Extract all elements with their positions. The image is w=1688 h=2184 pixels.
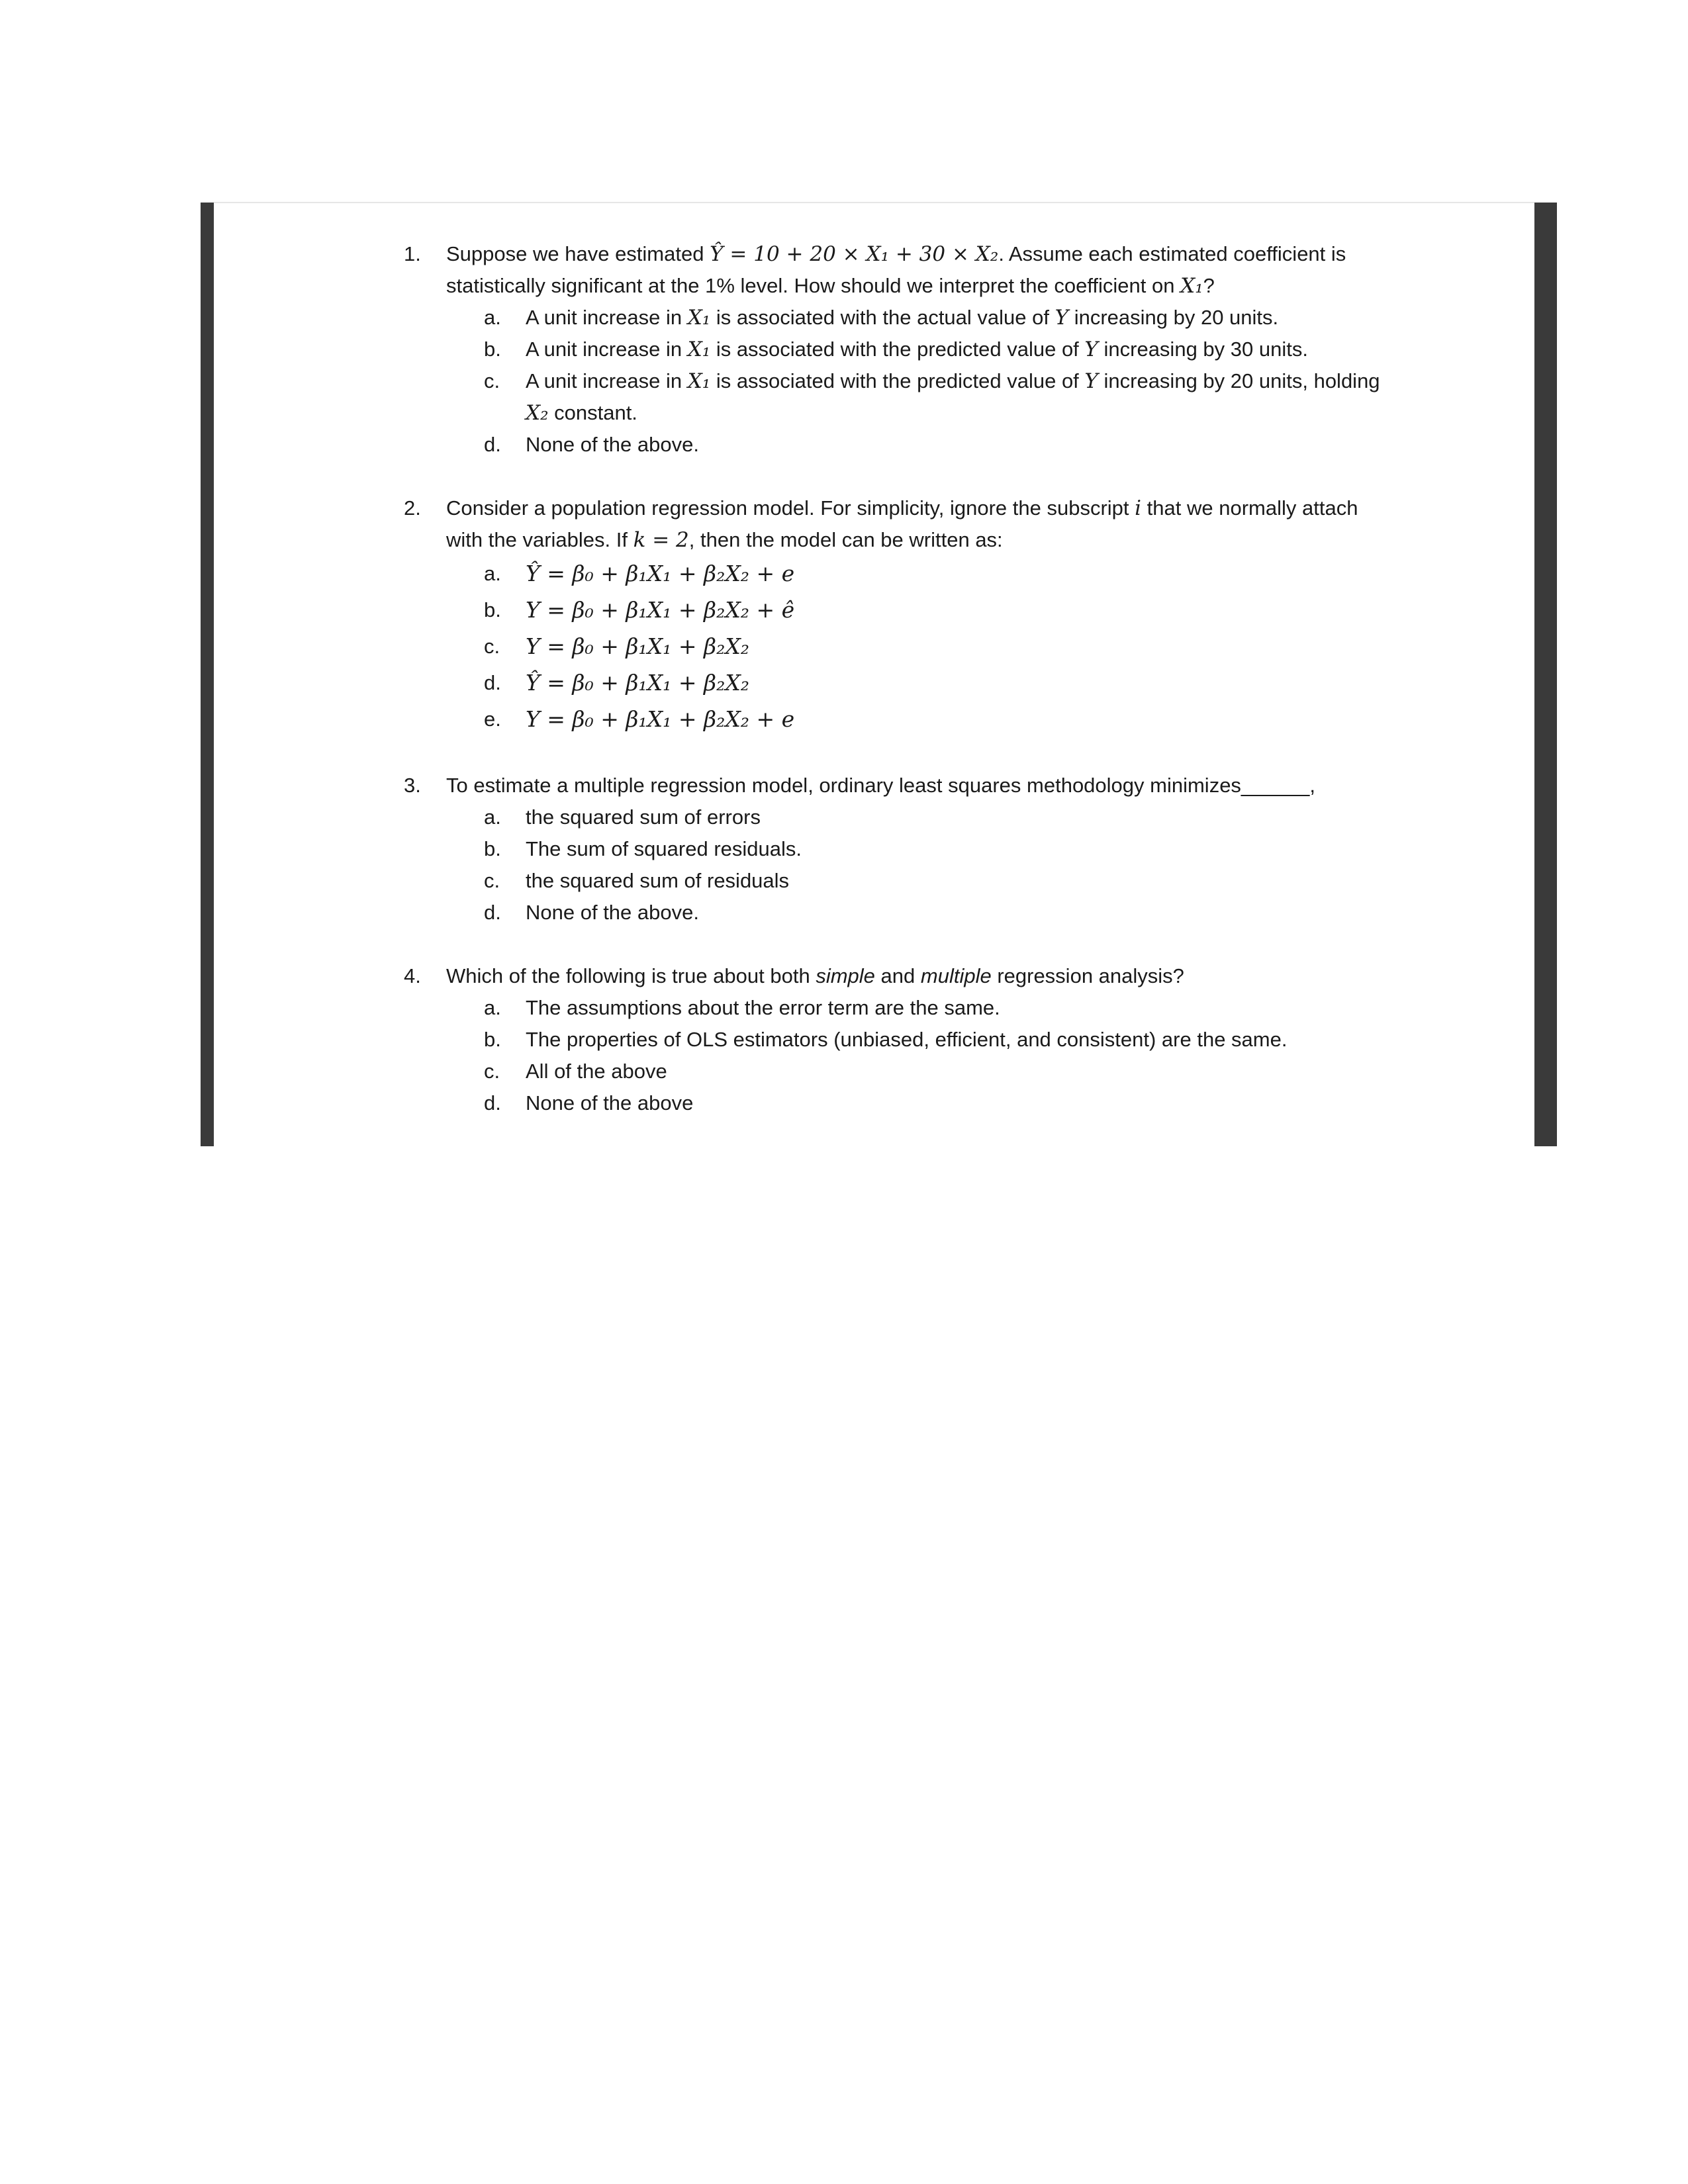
question-stem [446, 960, 1397, 992]
option-letter: e. [484, 707, 501, 731]
answer-option-d[interactable] [446, 897, 1397, 929]
answer-options [446, 556, 1397, 738]
quiz-content [404, 238, 1397, 1119]
answer-option-e[interactable] [446, 702, 1397, 738]
model-equation: Ŷ = β₀ + β₁X₁ + β₂X₂ + e [526, 561, 795, 586]
question-number: 3. [404, 774, 421, 797]
emphasis-text: multiple [920, 964, 992, 987]
answer-options [446, 801, 1397, 929]
option-text: The assumptions about the error term are the same. [526, 996, 1000, 1019]
option-letter: c. [484, 369, 500, 392]
variable: X₁ [1180, 274, 1203, 298]
option-text: the squared sum of errors [526, 805, 761, 829]
option-letter: c. [484, 869, 500, 892]
page-top-rule [214, 202, 1534, 203]
variable: Y [1084, 369, 1098, 393]
question-stem [446, 492, 1397, 556]
answer-options [446, 992, 1397, 1119]
option-text: increasing by 30 units. [1098, 338, 1308, 361]
option-text: A unit increase in [526, 338, 688, 361]
option-text: the squared sum of residuals [526, 869, 790, 892]
stem-text: that we normally attach with the variables. If [446, 496, 1358, 551]
variable: i [1135, 496, 1142, 520]
option-text: is associated with the actual value of [710, 306, 1055, 329]
option-letter: a. [484, 562, 501, 585]
answer-option-c[interactable] [446, 365, 1397, 429]
option-text: increasing by 20 units, holding [1098, 369, 1380, 392]
option-letter: a. [484, 805, 501, 829]
stem-text: Consider a population regression model. For simplicity, ignore the subscript [446, 496, 1135, 520]
option-text: is associated with the predicted value of [710, 338, 1085, 361]
variable: k = 2 [633, 528, 689, 552]
answer-option-b[interactable] [446, 592, 1397, 629]
question-stem [446, 238, 1397, 302]
option-text: None of the above. [526, 901, 699, 924]
model-equation: Ŷ = β₀ + β₁X₁ + β₂X₂ [526, 670, 750, 696]
answer-option-a[interactable] [446, 801, 1397, 833]
answer-option-d[interactable] [446, 665, 1397, 702]
option-text: None of the above. [526, 433, 699, 456]
variable: X₁ [687, 338, 711, 361]
left-margin-bar [201, 203, 214, 1146]
variable: X₁ [687, 306, 711, 330]
question-number: 4. [404, 964, 421, 987]
answer-option-c[interactable] [446, 629, 1397, 665]
answer-option-d[interactable] [446, 429, 1397, 461]
stem-text: Suppose we have estimated [446, 242, 710, 265]
question-number: 1. [404, 242, 421, 265]
answer-option-a[interactable] [446, 992, 1397, 1024]
option-text: is associated with the predicted value of [710, 369, 1085, 392]
option-letter: d. [484, 433, 501, 456]
regression-equation: Ŷ = 10 + 20 × X₁ + 30 × X₂ [710, 242, 999, 266]
answer-option-b[interactable] [446, 334, 1397, 365]
option-letter: d. [484, 671, 501, 694]
stem-text: . Assume each estimated coefficient is statistically significant at the 1% level. How should we interpret the coefficient on [446, 242, 1346, 297]
stem-text: regression analysis? [991, 964, 1184, 987]
question-2 [404, 492, 1397, 738]
option-text: All of the above [526, 1060, 667, 1083]
model-equation: Y = β₀ + β₁X₁ + β₂X₂ [526, 633, 750, 659]
question-number: 2. [404, 496, 421, 520]
variable: Y [1055, 306, 1069, 330]
answer-option-b[interactable] [446, 833, 1397, 865]
answer-option-d[interactable] [446, 1087, 1397, 1119]
answer-option-a[interactable] [446, 302, 1397, 334]
option-letter: b. [484, 1028, 501, 1051]
question-1 [404, 238, 1397, 461]
option-letter: d. [484, 1091, 501, 1115]
option-text: constant. [548, 401, 637, 424]
variable: X₂ [526, 401, 549, 425]
emphasis-text: simple [816, 964, 875, 987]
option-letter: a. [484, 996, 501, 1019]
question-4 [404, 960, 1397, 1119]
stem-text: Which of the following is true about both [446, 964, 816, 987]
option-letter: b. [484, 837, 501, 860]
answer-option-a[interactable] [446, 556, 1397, 592]
option-letter: b. [484, 338, 501, 361]
model-equation: Y = β₀ + β₁X₁ + β₂X₂ + ê [526, 597, 795, 623]
option-letter: c. [484, 635, 500, 658]
stem-text: and [874, 964, 921, 987]
option-letter: c. [484, 1060, 500, 1083]
answer-option-c[interactable] [446, 865, 1397, 897]
option-text: increasing by 20 units. [1068, 306, 1279, 329]
stem-text: ? [1203, 274, 1215, 297]
question-stem: To estimate a multiple regression model, ordinary least squares methodology minimizes______, [446, 774, 1315, 797]
variable: X₁ [687, 369, 711, 393]
option-letter: a. [484, 306, 501, 329]
answer-options [446, 302, 1397, 461]
answer-option-c[interactable] [446, 1056, 1397, 1087]
option-text: A unit increase in [526, 306, 688, 329]
option-letter: d. [484, 901, 501, 924]
option-letter: b. [484, 598, 501, 621]
option-text: The sum of squared residuals. [526, 837, 802, 860]
answer-option-b[interactable] [446, 1024, 1397, 1056]
option-text: A unit increase in [526, 369, 688, 392]
model-equation: Y = β₀ + β₁X₁ + β₂X₂ + e [526, 706, 795, 732]
option-text: None of the above [526, 1091, 694, 1115]
stem-text: , then the model can be written as: [688, 528, 1003, 551]
question-3 [404, 770, 1397, 929]
right-margin-bar [1534, 203, 1557, 1146]
variable: Y [1084, 338, 1098, 361]
option-text: The properties of OLS estimators (unbiased, efficient, and consistent) are the same. [526, 1028, 1288, 1051]
